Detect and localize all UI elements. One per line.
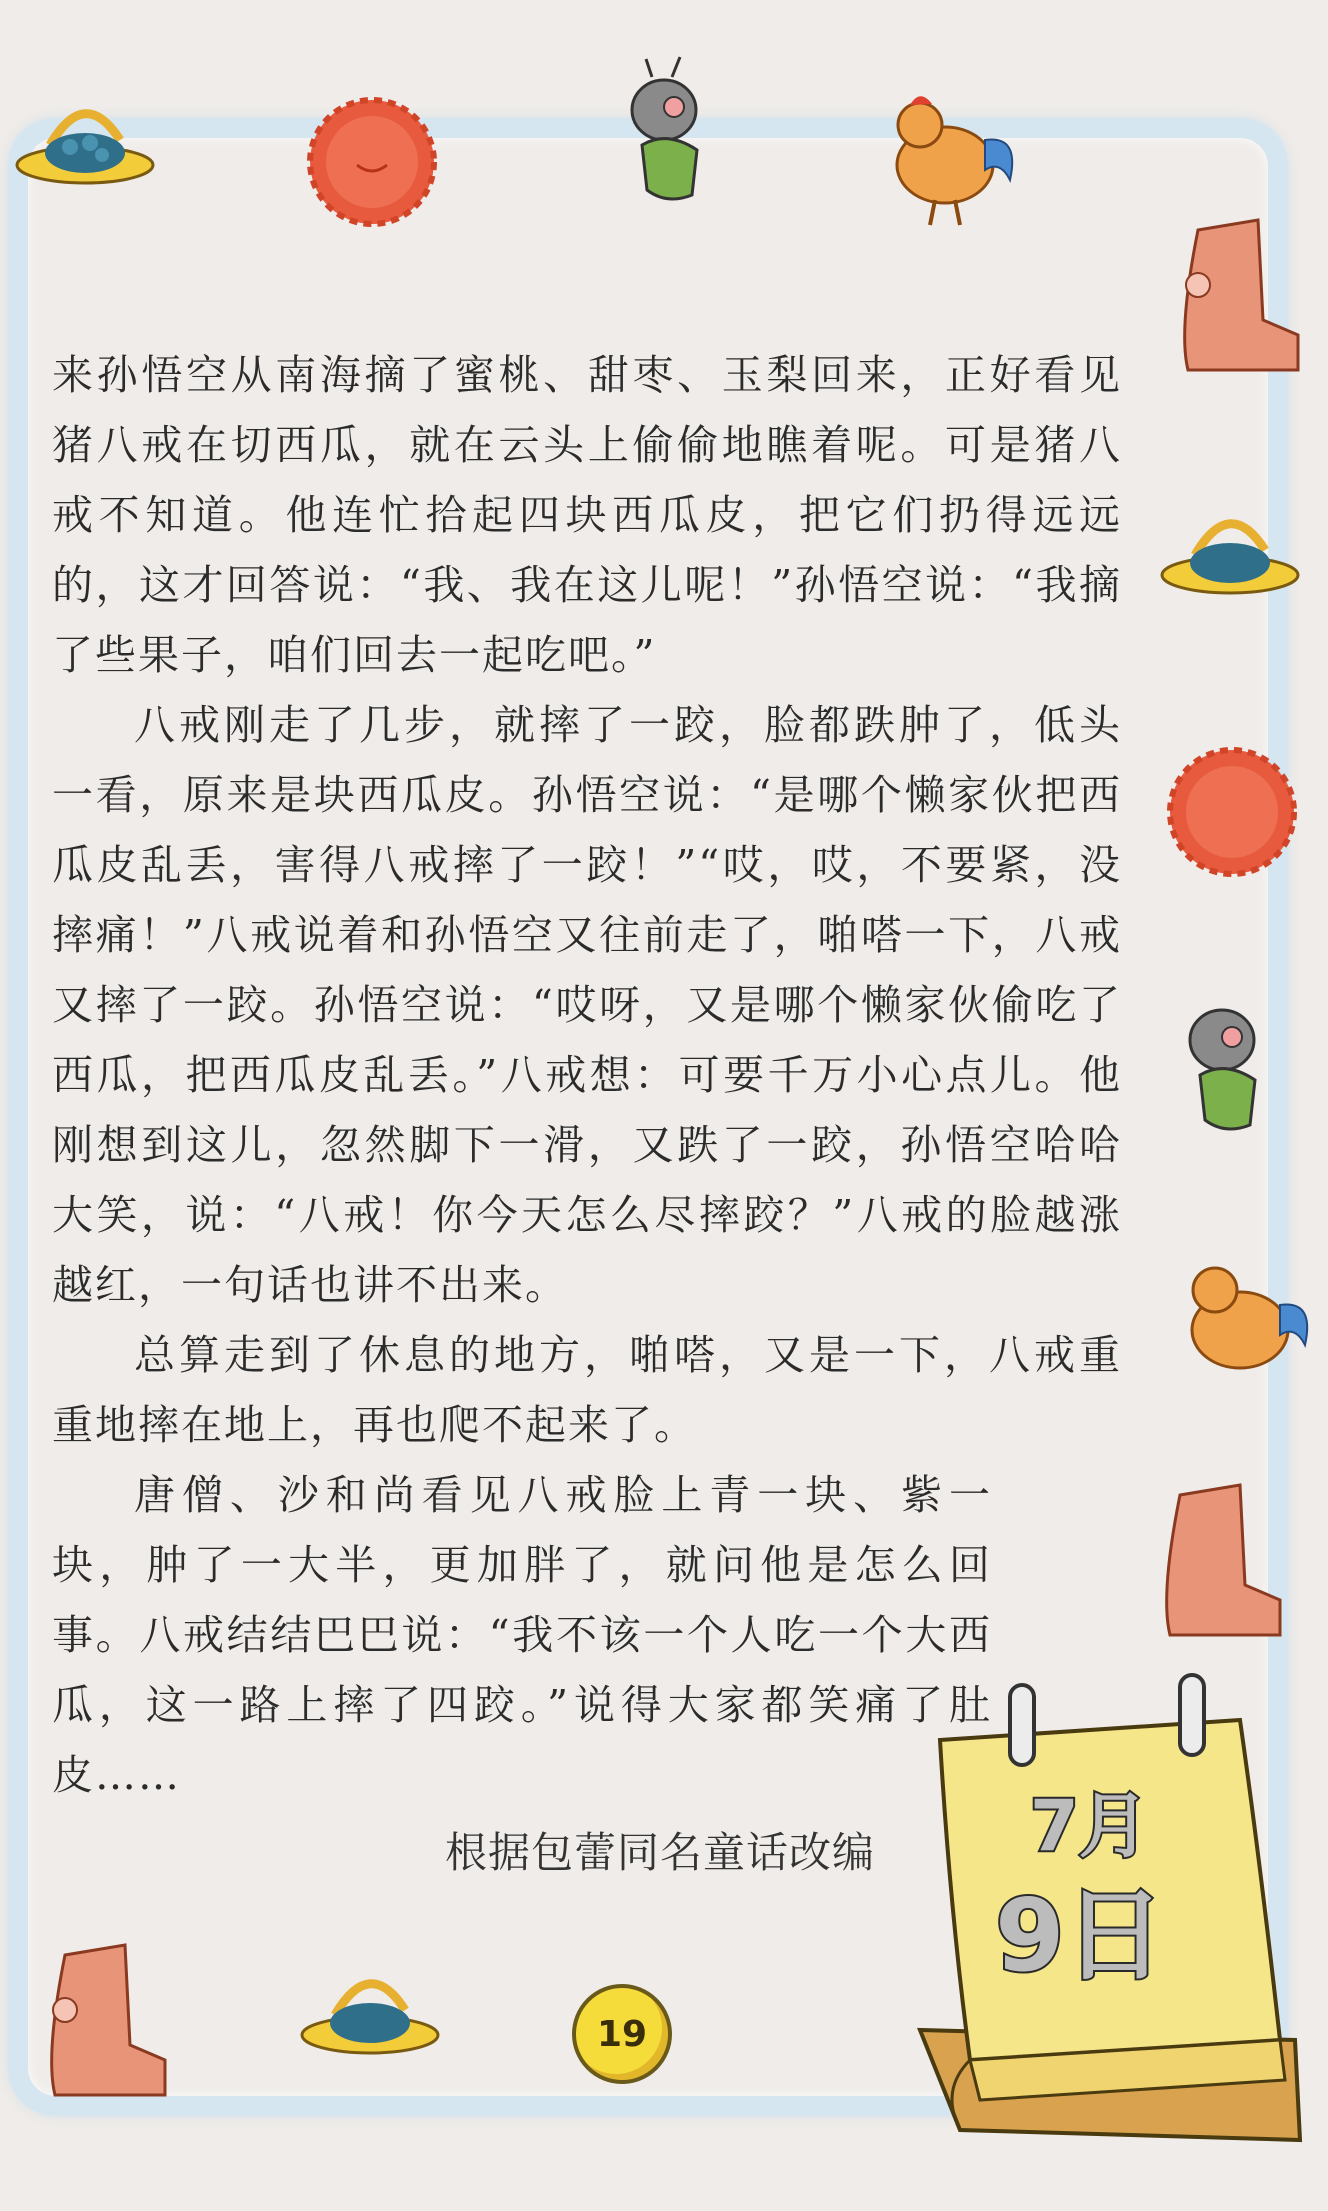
rooster-icon <box>1175 1245 1325 1395</box>
sun-icon <box>1165 745 1300 880</box>
story-paragraph: 唐僧、沙和尚看见八戒脸上青一块、紫一块，肿了一大半，更加胖了，就问他是怎么回事。八戒结结巴巴说：“我不该一个人吃一个大西瓜，这一路上摔了四跤。”说得大家都笑痛了肚皮…… <box>52 1471 992 1799</box>
basket-icon <box>295 1955 445 2075</box>
bird-icon <box>1170 985 1280 1135</box>
story-text <box>52 340 1122 1810</box>
boot-icon <box>1140 1475 1290 1650</box>
story-paragraph: 总算走到了休息的地方，啪嗒，又是一下，八戒重重地摔在地上，再也爬不起来了。 <box>52 1331 1122 1449</box>
boot-icon <box>25 1935 175 2110</box>
calendar-icon <box>900 1660 1320 2160</box>
story-paragraph: 来孙悟空从南海摘了蜜桃、甜枣、玉梨回来，正好看见猪八戒在切西瓜，就在云头上偷偷地瞧着呢。可是猪八戒不知道。他连忙拾起四块西瓜皮，把它们扔得远远的，这才回答说：“我、我在这儿呢！”孙悟空说：“我摘了些果子，咱们回去一起吃吧。” <box>52 351 1122 679</box>
basket-icon <box>1155 495 1305 615</box>
page-number: 19 <box>572 1984 672 2084</box>
attribution: 根据包蕾同名童话改编 <box>445 1828 876 1877</box>
story-paragraph: 八戒刚走了几步，就摔了一跤，脸都跌肿了，低头一看，原来是块西瓜皮。孙悟空说：“是哪个懒家伙把西瓜皮乱丢，害得八戒摔了一跤！”“哎，哎，不要紧，没摔痛！”八戒说着和孙悟空又往前走了，啪嗒一下，八戒又摔了一跤。孙悟空说：“哎呀，又是哪个懒家伙偷吃了西瓜，把西瓜皮乱丢。”八戒想：可要千万小心点儿。他刚想到这儿，忽然脚下一滑，又跌了一跤，孙悟空哈哈大笑，说：“八戒！你今天怎么尽摔跤？”八戒的脸越涨越红，一句话也讲不出来。 <box>52 701 1122 1309</box>
calendar-month: 7月 <box>1030 1785 1149 1867</box>
calendar-day: 9日 <box>995 1877 1165 1994</box>
rooster-icon <box>880 80 1030 230</box>
sun-icon <box>305 95 440 230</box>
basket-icon <box>10 85 160 205</box>
boot-icon <box>1158 210 1308 385</box>
bird-icon <box>612 55 722 205</box>
